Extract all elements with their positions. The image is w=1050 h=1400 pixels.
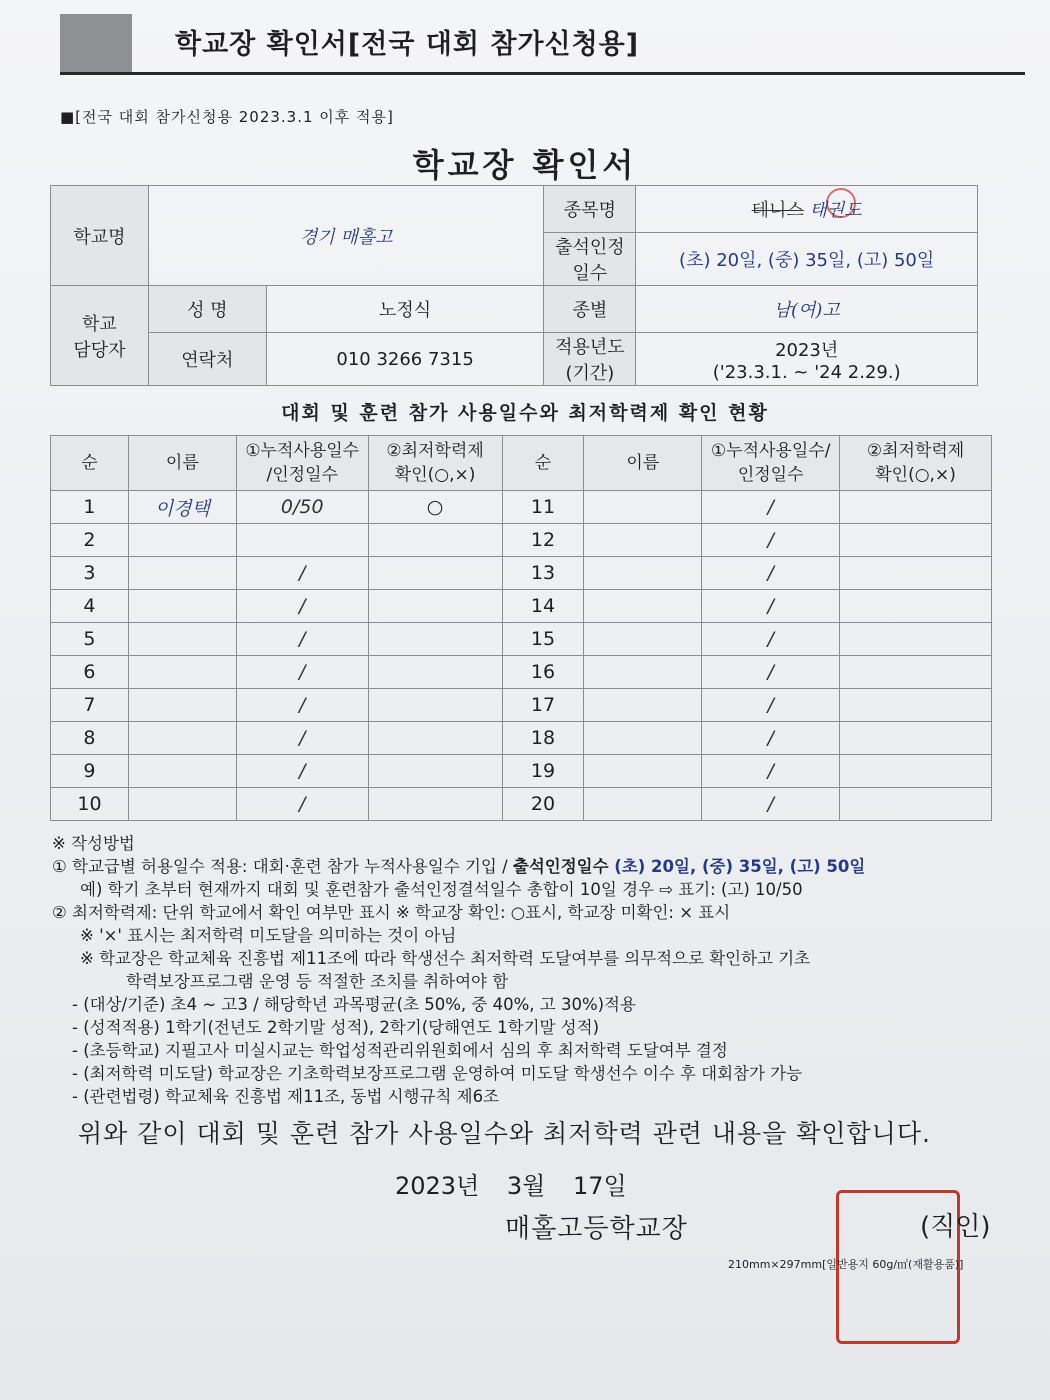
row-days: / (236, 689, 368, 722)
row-no: 3 (51, 557, 129, 590)
confirmation-statement: 위와 같이 대회 및 훈련 참가 사용일수와 최저학력 관련 내용을 확인합니다. (78, 1119, 931, 1148)
contact-label: 연락처 (148, 333, 266, 386)
row-days-right: / (702, 788, 840, 821)
attend-value: (초) 20일, (중) 35일, (고) 50일 (636, 233, 978, 286)
sport-value: 태권도 (809, 200, 862, 221)
note-bullet-4: - (최저학력 미도달) 학교장은 기초학력보장프로그램 운영하여 미도달 학생선수 이수 후 대회참가 가능 (72, 1064, 803, 1083)
row-days-right: / (702, 491, 840, 524)
year-label: 적용년도 (기간) (544, 333, 636, 386)
note-2-b: ※ 학교장은 학교체육 진흥법 제11조에 따라 학생선수 최저학력 도달여부를 의무적으로 확인하고 기초 (80, 949, 811, 968)
attend-label: 출석인정 일수 (544, 233, 636, 286)
name-label: 성 명 (148, 286, 266, 333)
school-value: 경기 매홀고 (148, 186, 544, 286)
row-check (368, 557, 502, 590)
info-row-contact (51, 333, 978, 386)
row-no-right: 18 (502, 722, 584, 755)
row-days: 0/50 (236, 491, 368, 524)
manager-label: 학교 담당자 (51, 286, 149, 386)
col-header-no-right: 순 (502, 436, 584, 491)
row-no: 6 (51, 656, 129, 689)
row-no-right: 15 (502, 623, 584, 656)
row-check: ○ (368, 491, 502, 524)
form-subheader: ■[전국 대회 참가신청용 2023.3.1 이후 적용] (60, 108, 394, 126)
row-no: 5 (51, 623, 129, 656)
section-title: 대회 및 훈련 참가 사용일수와 최저학력제 확인 현황 (281, 402, 769, 424)
note-bullet-3: - (초등학교) 지필고사 미실시교는 학업성적관리위원회에서 심의 후 최저학력 도달여부 결정 (72, 1041, 728, 1060)
row-days-right: / (702, 755, 840, 788)
row-check (368, 656, 502, 689)
type-label: 종별 (544, 286, 636, 333)
note-1: ① 학교급별 허용일수 적용: 대회·훈련 참가 누적사용일수 기입 / 출석인정일수 (초) 20일, (중) 35일, (고) 50일 (52, 857, 866, 876)
table-row (51, 689, 992, 722)
row-days-right: / (702, 722, 840, 755)
row-check-right (840, 722, 992, 755)
document-title: 학교장 확인서 (412, 146, 638, 184)
col-header-name: 이름 (128, 436, 236, 491)
col-header-min-grade-right: ②최저학력제 확인(○,×) (840, 436, 992, 491)
header-gray-block (60, 14, 132, 72)
row-check-right (840, 656, 992, 689)
row-days: / (236, 623, 368, 656)
row-days-right: / (702, 689, 840, 722)
row-check-right (840, 623, 992, 656)
row-days: / (236, 557, 368, 590)
sport-cell (636, 186, 978, 233)
row-name-right (584, 788, 702, 821)
name-value: 노정식 (266, 286, 544, 333)
row-days-right: / (702, 524, 840, 557)
row-name (128, 755, 236, 788)
athlete-table (50, 435, 992, 821)
table-row (51, 722, 992, 755)
note-2: ② 최저학력제: 단위 학교에서 확인 여부만 표시 ※ 학교장 확인: ○표시, 학교장 미확인: × 표시 (52, 903, 731, 922)
note-bullet-2: - (성적적용) 1학기(전년도 2학기말 성적), 2학기(당해연도 1학기말 성적) (72, 1018, 600, 1037)
table-row (51, 755, 992, 788)
school-label: 학교명 (51, 186, 149, 286)
table-row (51, 656, 992, 689)
row-days-right: / (702, 590, 840, 623)
table-row (51, 788, 992, 821)
row-name-right (584, 491, 702, 524)
row-check (368, 623, 502, 656)
row-name-right (584, 722, 702, 755)
row-name-right (584, 689, 702, 722)
row-no-right: 20 (502, 788, 584, 821)
row-check-right (840, 590, 992, 623)
row-name (128, 590, 236, 623)
row-name (128, 722, 236, 755)
row-check (368, 590, 502, 623)
table-row (51, 524, 992, 557)
row-name-right (584, 590, 702, 623)
row-no: 8 (51, 722, 129, 755)
col-header-days-right: ①누적사용일수/ 인정일수 (702, 436, 840, 491)
note-2-c: 학력보장프로그램 운영 등 적절한 조치를 취하여야 함 (126, 972, 509, 991)
row-no: 4 (51, 590, 129, 623)
col-header-days: ①누적사용일수 /인정일수 (236, 436, 368, 491)
row-check (368, 689, 502, 722)
athlete-table-header (51, 436, 992, 491)
col-header-name-right: 이름 (584, 436, 702, 491)
row-no-right: 13 (502, 557, 584, 590)
table-row (51, 590, 992, 623)
row-check-right (840, 491, 992, 524)
row-no: 9 (51, 755, 129, 788)
row-check (368, 755, 502, 788)
sport-struck-value: 테니스 (751, 200, 804, 221)
seal-label: (직인) (920, 1212, 991, 1242)
col-header-no: 순 (51, 436, 129, 491)
row-no-right: 16 (502, 656, 584, 689)
row-no-right: 11 (502, 491, 584, 524)
row-check-right (840, 788, 992, 821)
row-days: / (236, 722, 368, 755)
info-row-school (51, 186, 978, 233)
signature-date: 2023년 3월 17일 (395, 1172, 627, 1200)
row-name-right (584, 755, 702, 788)
table-row (51, 491, 992, 524)
row-no: 1 (51, 491, 129, 524)
row-name (128, 524, 236, 557)
row-check-right (840, 524, 992, 557)
row-name-right (584, 557, 702, 590)
type-value: 남(여)고 (636, 286, 978, 333)
table-row (51, 623, 992, 656)
row-check-right (840, 755, 992, 788)
row-no-right: 12 (502, 524, 584, 557)
row-name (128, 623, 236, 656)
note-2-a: ※ '×' 표시는 최저학력 미도달을 의미하는 것이 아님 (80, 926, 457, 945)
row-name: 이경택 (128, 491, 236, 524)
row-no: 10 (51, 788, 129, 821)
note-bullet-5: - (관련법령) 학교체육 진흥법 제11조, 동법 시행규칙 제6조 (72, 1087, 499, 1106)
row-days-right: / (702, 656, 840, 689)
row-name-right (584, 623, 702, 656)
row-no-right: 19 (502, 755, 584, 788)
contact-value: 010 3266 7315 (266, 333, 544, 386)
row-no-right: 17 (502, 689, 584, 722)
row-name (128, 689, 236, 722)
sport-label: 종목명 (544, 186, 636, 233)
row-days: / (236, 755, 368, 788)
row-days: / (236, 788, 368, 821)
principal-title: 매홀고등학교장 (505, 1214, 688, 1244)
notes-heading: ※ 작성방법 (52, 834, 135, 853)
row-check (368, 722, 502, 755)
instructions (52, 832, 1012, 1108)
row-name-right (584, 524, 702, 557)
row-name (128, 788, 236, 821)
note-1-example: 예) 학기 초부터 현재까지 대회 및 훈련참가 출석인정결석일수 총합이 10일 경우 ⇨ 표기: (고) 10/50 (80, 880, 803, 899)
form-header-title: 학교장 확인서[전국 대회 참가신청용] (175, 29, 640, 60)
row-check-right (840, 689, 992, 722)
row-name (128, 656, 236, 689)
row-days-right: / (702, 623, 840, 656)
row-no: 7 (51, 689, 129, 722)
row-no: 2 (51, 524, 129, 557)
row-check-right (840, 557, 992, 590)
note-bullet-1: - (대상/기준) 초4 ~ 고3 / 해당학년 과목평균(초 50%, 중 40%, 고 30%)적용 (72, 995, 636, 1014)
row-days: / (236, 656, 368, 689)
row-check (368, 524, 502, 557)
row-days: / (236, 590, 368, 623)
info-table (50, 185, 978, 386)
row-check (368, 788, 502, 821)
year-value: 2023년 ('23.3.1. ~ '24 2.29.) (636, 333, 978, 386)
row-days-right: / (702, 557, 840, 590)
row-name-right (584, 656, 702, 689)
row-no-right: 14 (502, 590, 584, 623)
table-row (51, 557, 992, 590)
row-days (236, 524, 368, 557)
col-header-min-grade: ②최저학력제 확인(○,×) (368, 436, 502, 491)
header-rule (60, 72, 1025, 75)
info-row-name (51, 286, 978, 333)
row-name (128, 557, 236, 590)
paper-spec-note: 210mm×297mm[일반용지 60g/㎡(재활용품)] (728, 1258, 964, 1271)
